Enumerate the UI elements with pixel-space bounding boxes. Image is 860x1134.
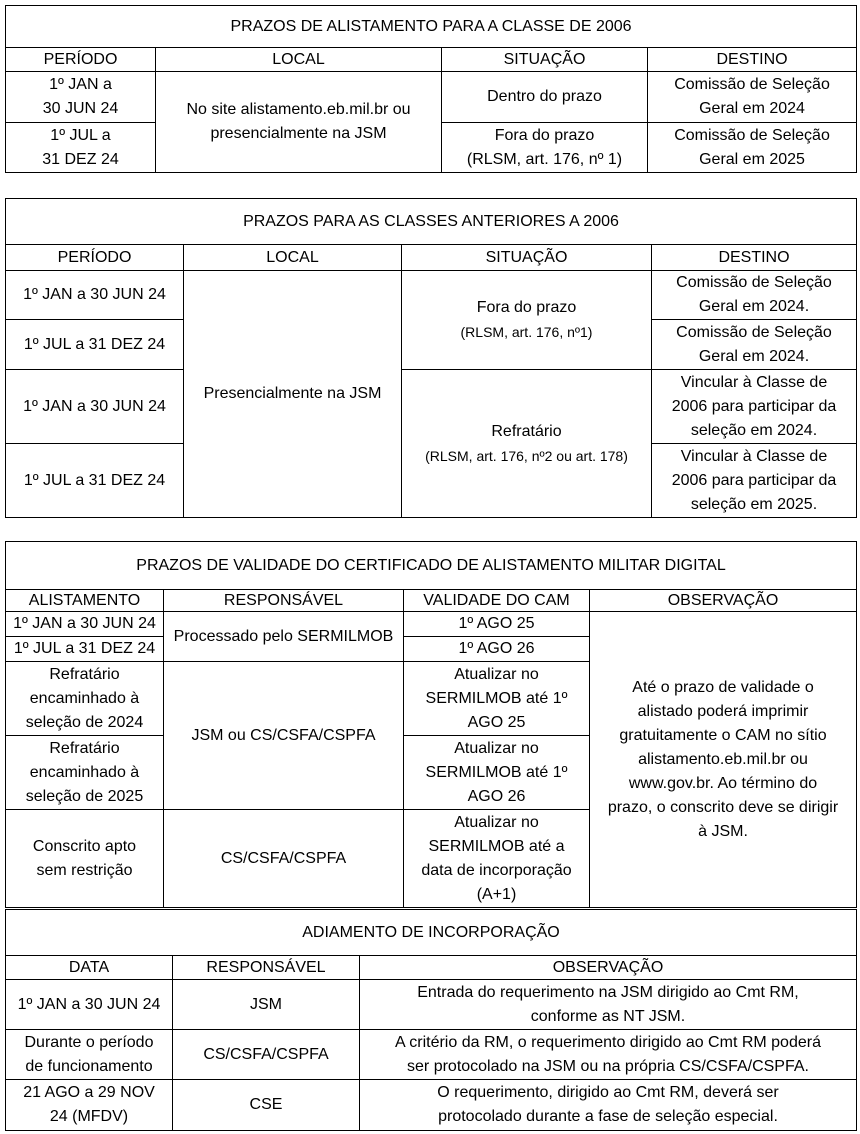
header-alistamento: ALISTAMENTO	[6, 590, 164, 612]
situacao-reference: (RLSM, art. 176, nº1)	[460, 324, 593, 340]
table-title: PRAZOS PARA AS CLASSES ANTERIORES A 2006	[6, 199, 857, 245]
table-row	[6, 1080, 857, 1131]
table-title: PRAZOS DE VALIDADE DO CERTIFICADO DE ALISTAMENTO MILITAR DIGITAL	[6, 542, 857, 590]
cell-responsavel: CSE	[173, 1080, 360, 1131]
cell-data: 1º JAN a 30 JUN 24	[6, 980, 173, 1030]
table-row	[6, 612, 857, 637]
cell-periodo: 1º JAN a 30 JUN 24	[6, 72, 156, 123]
cell-data: Durante o período de funcionamento	[6, 1030, 173, 1080]
cell-observacao: A critério da RM, o requerimento dirigido ao Cmt RM poderá ser protocolado na JSM ou na própria CS/CSFA/CSPFA.	[360, 1030, 857, 1080]
header-responsavel: RESPONSÁVEL	[173, 956, 360, 980]
cell-destino: Vincular à Classe de 2006 para participar da seleção em 2024.	[652, 370, 857, 444]
cell-destino: Comissão de Seleção Geral em 2024	[648, 72, 857, 123]
cell-situacao-refratario	[402, 370, 652, 518]
cell-alistamento: 1º JUL a 31 DEZ 24	[6, 637, 164, 662]
cell-data: 21 AGO a 29 NOV 24 (MFDV)	[6, 1080, 173, 1131]
table-title: ADIAMENTO DE INCORPORAÇÃO	[6, 910, 857, 956]
table-title-row	[6, 910, 857, 956]
cell-observacao: Até o prazo de validade o alistado poderá imprimir gratuitamente o CAM no sítio alistamento.eb.mil.br ou www.gov.br. Ao término do prazo, o conscrito deve se dirigir à JSM.	[590, 612, 857, 908]
table-row	[6, 370, 857, 444]
cell-local: No site alistamento.eb.mil.br ou presencialmente na JSM	[156, 72, 442, 173]
cell-situacao: Fora do prazo (RLSM, art. 176, nº 1)	[442, 123, 648, 173]
header-periodo: PERÍODO	[6, 245, 184, 271]
cell-responsavel: CS/CSFA/CSPFA	[173, 1030, 360, 1080]
header-situacao: SITUAÇÃO	[442, 48, 648, 72]
cell-periodo: 1º JAN a 30 JUN 24	[6, 370, 184, 444]
header-local: LOCAL	[184, 245, 402, 271]
cell-periodo: 1º JUL a 31 DEZ 24	[6, 123, 156, 173]
header-observacao: OBSERVAÇÃO	[360, 956, 857, 980]
table-row	[6, 271, 857, 320]
cell-destino: Comissão de Seleção Geral em 2024.	[652, 320, 857, 370]
header-situacao: SITUAÇÃO	[402, 245, 652, 271]
header-validade: VALIDADE DO CAM	[404, 590, 590, 612]
cell-validade: Atualizar no SERMILMOB até 1º AGO 26	[404, 736, 590, 810]
cell-responsavel: CS/CSFA/CSPFA	[164, 810, 404, 908]
table-classes-anteriores	[5, 198, 857, 518]
cell-periodo: 1º JUL a 31 DEZ 24	[6, 320, 184, 370]
table-title-row	[6, 199, 857, 245]
table-title-row	[6, 6, 857, 48]
cell-observacao: O requerimento, dirigido ao Cmt RM, deverá ser protocolado durante a fase de seleção especial.	[360, 1080, 857, 1131]
situacao-label: Refratário	[491, 422, 562, 440]
situacao-label: Fora do prazo	[476, 299, 577, 316]
cell-alistamento: 1º JAN a 30 JUN 24	[6, 612, 164, 637]
cell-periodo: 1º JAN a 30 JUN 24	[6, 271, 184, 320]
table-header-row	[6, 590, 857, 612]
situacao-reference: (RLSM, art. 176, nº2 ou art. 178)	[425, 447, 628, 464]
cell-responsavel: JSM	[173, 980, 360, 1030]
header-responsavel: RESPONSÁVEL	[164, 590, 404, 612]
cell-alistamento: Conscrito apto sem restrição	[6, 810, 164, 908]
table-row	[6, 980, 857, 1030]
table-adiamento-incorporacao	[5, 909, 857, 1131]
table-validade-cam	[5, 541, 857, 908]
table-row	[6, 1030, 857, 1080]
header-periodo: PERÍODO	[6, 48, 156, 72]
header-observacao: OBSERVAÇÃO	[590, 590, 857, 612]
cell-responsavel: JSM ou CS/CSFA/CSPFA	[164, 662, 404, 810]
cell-validade: Atualizar no SERMILMOB até 1º AGO 25	[404, 662, 590, 736]
cell-responsavel: Processado pelo SERMILMOB	[164, 612, 404, 662]
cell-alistamento: Refratário encaminhado à seleção de 2025	[6, 736, 164, 810]
table-title: PRAZOS DE ALISTAMENTO PARA A CLASSE DE 2006	[6, 6, 857, 48]
cell-validade: Atualizar no SERMILMOB até a data de incorporação (A+1)	[404, 810, 590, 908]
cell-destino: Comissão de Seleção Geral em 2025	[648, 123, 857, 173]
header-destino: DESTINO	[652, 245, 857, 271]
table-header-row	[6, 956, 857, 980]
cell-destino: Vincular à Classe de 2006 para participar da seleção em 2025.	[652, 444, 857, 518]
table-title-row	[6, 542, 857, 590]
header-data: DATA	[6, 956, 173, 980]
cell-situacao: Dentro do prazo	[442, 72, 648, 123]
table-row	[6, 72, 857, 123]
cell-validade: 1º AGO 25	[404, 612, 590, 637]
cell-local: Presencialmente na JSM	[184, 271, 402, 518]
table-header-row	[6, 48, 857, 72]
cell-periodo: 1º JUL a 31 DEZ 24	[6, 444, 184, 518]
table-alistamento-2006	[5, 5, 857, 173]
header-destino: DESTINO	[648, 48, 857, 72]
cell-validade: 1º AGO 26	[404, 637, 590, 662]
cell-situacao-fora-do-prazo	[402, 271, 652, 370]
header-local: LOCAL	[156, 48, 442, 72]
cell-observacao: Entrada do requerimento na JSM dirigido ao Cmt RM, conforme as NT JSM.	[360, 980, 857, 1030]
cell-destino: Comissão de Seleção Geral em 2024.	[652, 271, 857, 320]
table-header-row	[6, 245, 857, 271]
cell-alistamento: Refratário encaminhado à seleção de 2024	[6, 662, 164, 736]
